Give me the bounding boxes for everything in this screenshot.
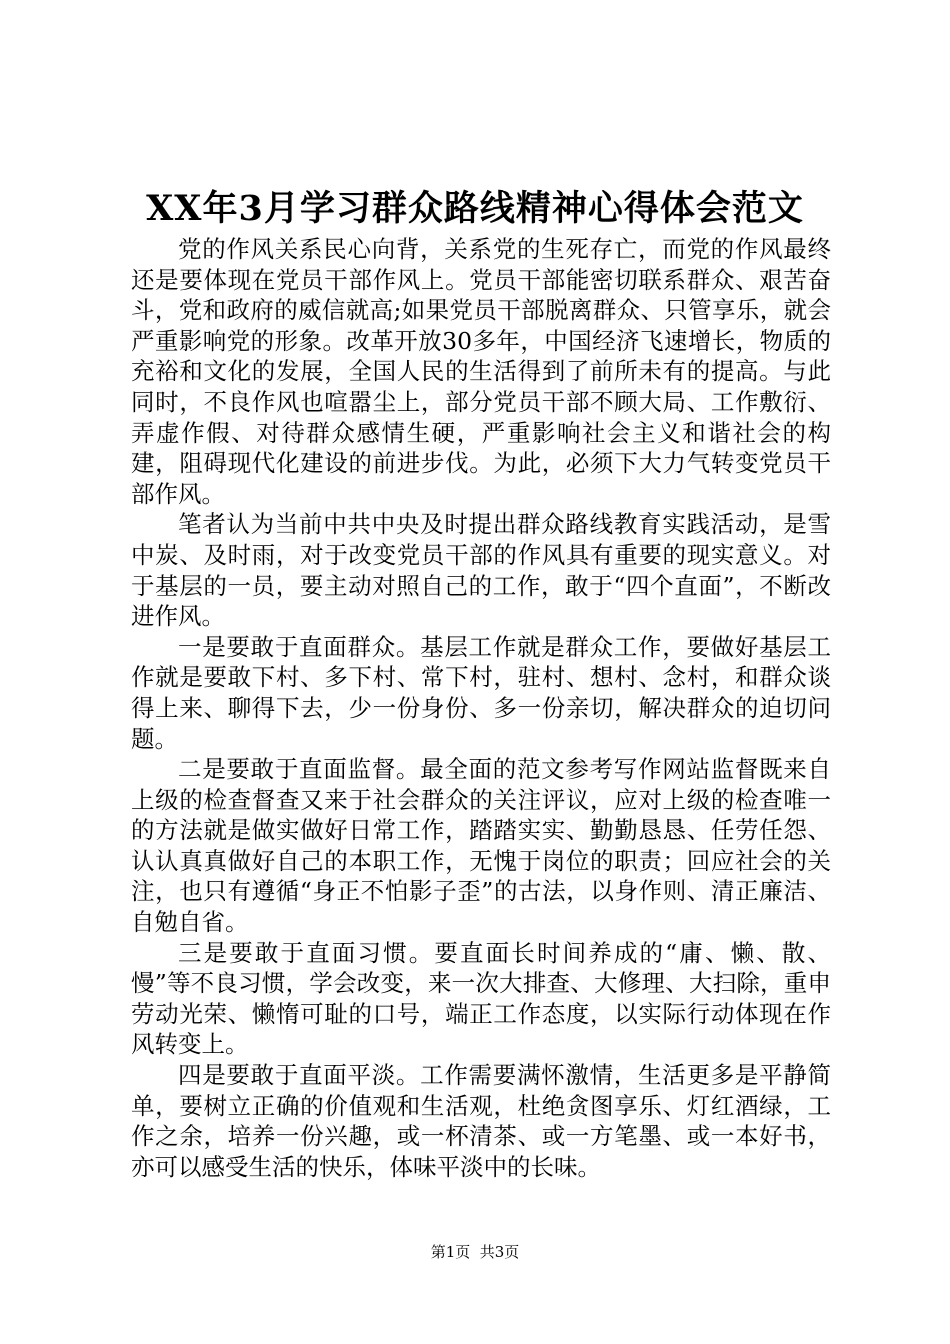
paragraph: 四是要敢于直面平淡。工作需要满怀激情，生活更多是平静简单，要树立正确的价值观和生活观，杜绝贪图享乐、灯红酒绿，工作之余，培养一份兴趣，或一杯清茶、或一方笔墨、或一本好书，亦可以感受生活的快乐，体味平淡中的长味。 — [131, 1061, 831, 1181]
paragraph: 二是要敢于直面监督。最全面的范文参考写作网站监督既来自上级的检查督查又来于社会群众的关注评议，应对上级的检查唯一的方法就是做实做好日常工作，踏踏实实、勤勤恳恳、任劳任怨、认认真真做好自己的本职工作，无愧于岗位的职责；回应社会的关注，也只有遵循“身正不怕影子歪”的古法，以身作则、清正廉洁、自勉自省。 — [131, 755, 831, 937]
page-number: 第1页 共3页 — [430, 1243, 520, 1261]
paragraph: 三是要敢于直面习惯。要直面长时间养成的“庸、懒、散、慢”等不良习惯，学会改变，来一次大排查、大修理、大扫除，重申劳动光荣、懒惰可耻的口号，端正工作态度，以实际行动体现在作风转变上。 — [131, 938, 831, 1059]
document-body — [131, 234, 831, 1182]
paragraph: 党的作风关系民心向背，关系党的生死存亡，而党的作风最终还是要体现在党员干部作风上。党员干部能密切联系群众、艰苦奋斗，党和政府的威信就高;如果党员干部脱离群众、只管享乐，就会严重影响党的形象。改革开放30多年，中国经济飞速增长，物质的充裕和文化的发展，全国人民的生活得到了前所未有的提高。与此同时，不良作风也喧嚣尘上，部分党员干部不顾大局、工作敷衍、弄虚作假、对待群众感情生硬，严重影响社会主义和谐社会的构建，阻碍现代化建设的前进步伐。为此，必须下大力气转变党员干部作风。 — [131, 235, 831, 508]
document-title: XX年3月学习群众路线精神心得体会范文 — [146, 188, 804, 229]
paragraph: 一是要敢于直面群众。基层工作就是群众工作，要做好基层工作就是要敢下村、多下村、常下村，驻村、想村、念村，和群众谈得上来、聊得下去，少一份身份、多一份亲切，解决群众的迫切问题。 — [131, 632, 831, 753]
page-footer — [0, 1242, 950, 1262]
paragraph: 笔者认为当前中共中央及时提出群众路线教育实践活动，是雪中炭、及时雨，对于改变党员干部的作风具有重要的现实意义。对于基层的一员，要主动对照自己的工作，敢于“四个直面”，不断改进作风。 — [131, 510, 831, 631]
